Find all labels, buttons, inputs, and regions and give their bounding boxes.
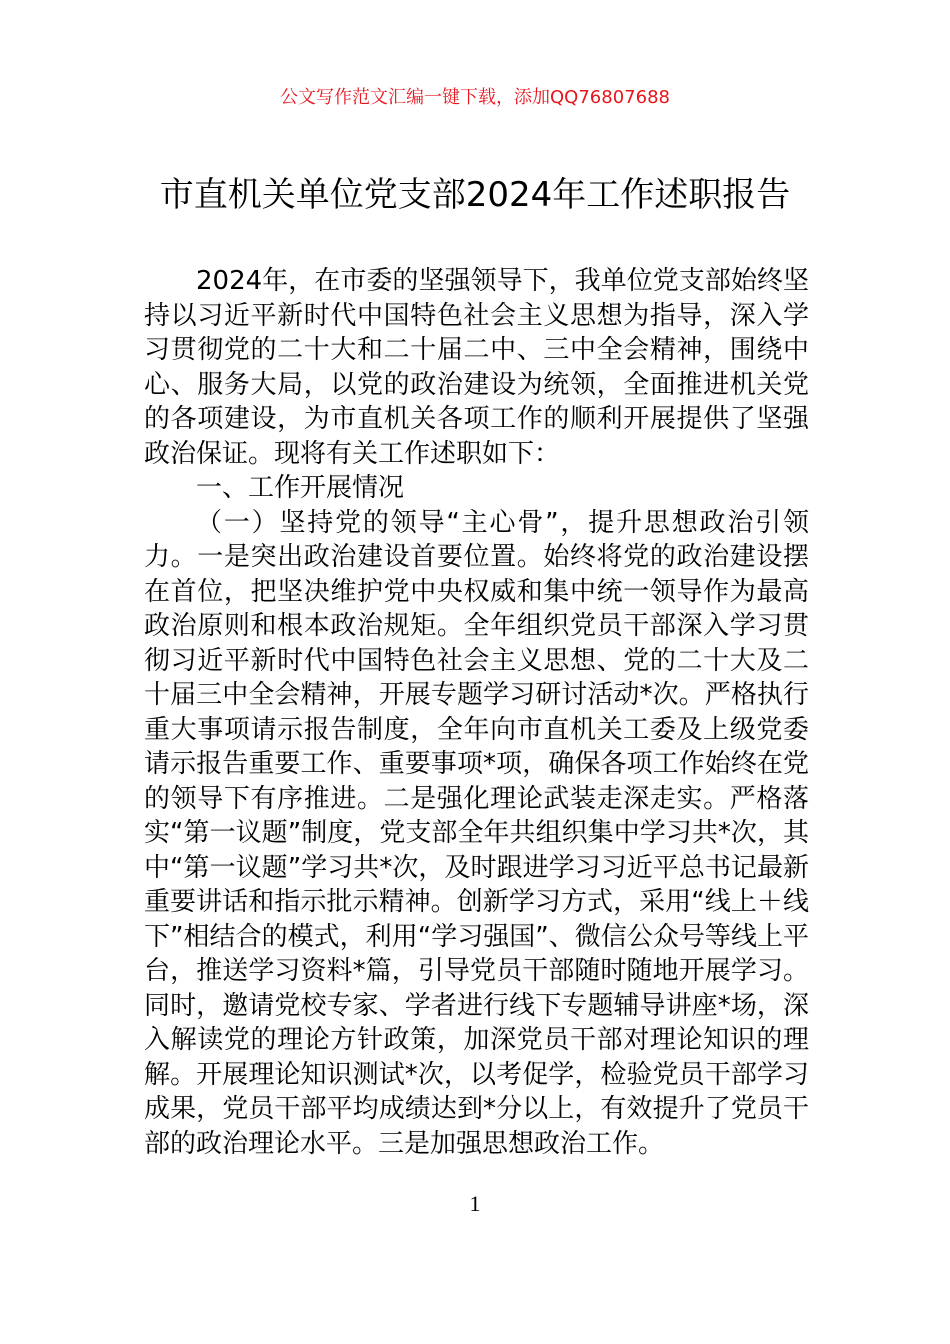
body-paragraph: （一）坚持党的领导“主心骨”，提升思想政治引领力。一是突出政治建设首要位置。始终将党的政治建设摆在首位，把坚决维护党中央权威和集中统一领导作为最高政治原则和根本政治规矩。全年组织党员干部深入学习贯彻习近平新时代中国特色社会主义思想、党的二十大及二十届三中全会精神，开展专题学习研讨活动*次。严格执行重大事项请示报告制度，全年向市直机关工委及上级党委请示报告重要工作、重要事项*项，确保各项工作始终在党的领导下有序推进。二是强化理论武装走深走实。严格落实“第一议题”制度，党支部全年共组织集中学习共*次，其中“第一议题”学习共*次，及时跟进学习习近平总书记最新重要讲话和指示批示精神。创新学习方式，采用“线上＋线下”相结合的模式，利用“学习强国”、微信公众号等线上平台，推送学习资料*篇，引导党员干部随时随地开展学习。同时，邀请党校专家、学者进行线下专题辅导讲座*场，深入解读党的理论方针政策，加深党员干部对理论知识的理解。开展理论知识测试*次，以考促学，检验党员干部学习成果，党员干部平均成绩达到*分以上，有效提升了党员干部的政治理论水平。三是加强思想政治工作。 xyxy=(144,507,809,1159)
intro-paragraph: 2024年，在市委的坚强领导下，我单位党支部始终坚持以习近平新时代中国特色社会主义思想为指导，深入学习贯彻党的二十大和二十届二中、三中全会精神，围绕中心、服务大局，以党的政治建设为统领，全面推进机关党的各项建设，为市直机关各项工作的顺利开展提供了坚强政治保证。现将有关工作述职如下： xyxy=(144,266,809,469)
watermark-banner: 公文写作范文汇编一键下载，添加QQ76807688 xyxy=(280,87,670,108)
document-body xyxy=(144,264,809,1161)
page-number: 1 xyxy=(469,1191,481,1216)
section-heading: 一、工作开展情况 xyxy=(196,473,405,503)
document-title: 市直机关单位党支部2024年工作述职报告 xyxy=(159,175,791,215)
